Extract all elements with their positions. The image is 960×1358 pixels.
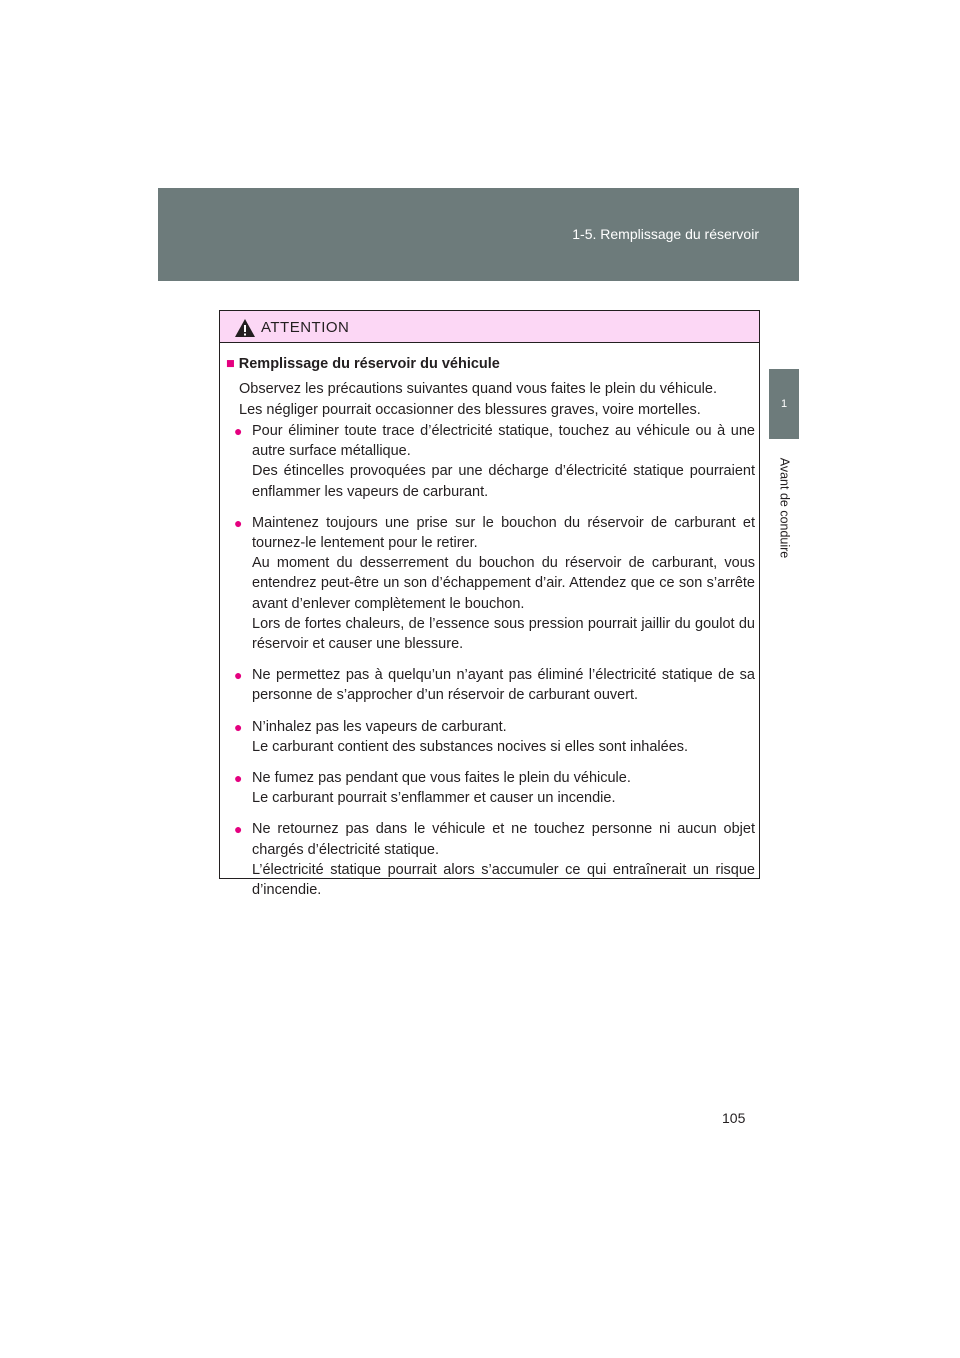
bullet-text: Ne retournez pas dans le véhicule et ne touchez personne ni aucun objet chargés d’électricité statique. <box>252 821 755 858</box>
bullet-text: Ne fumez pas pendant que vous faites le plein du véhicule. <box>252 770 631 787</box>
bullet-note: Au moment du desserrement du bouchon du réservoir de carburant, vous entendrez peut-être un son d’échappement d’air. Attendez que ce son s’arrête avant d’enlever complètement le bouchon. <box>252 555 755 612</box>
bullet-text: Pour éliminer toute trace d’électricité statique, touchez au véhicule ou à une autre surface métallique. <box>252 423 755 460</box>
page-number: 105 <box>722 1110 746 1126</box>
bullet-note: Le carburant contient des substances nocives si elles sont inhalées. <box>252 738 689 755</box>
warning-triangle-icon <box>234 318 256 338</box>
bullet-note: Le carburant pourrait s’enflammer et causer un incendie. <box>252 790 616 807</box>
bullet-text: Maintenez toujours une prise sur le bouchon du réservoir de carburant et tournez-le lentement pour le retirer. <box>252 514 755 552</box>
intro-line: Les négliger pourrait occasionner des blessures graves, voire mortelles. <box>239 402 701 418</box>
bullet-marker: ● <box>234 423 243 439</box>
header-band <box>158 188 799 281</box>
bullet-marker: ● <box>234 821 243 838</box>
chapter-tab <box>769 369 799 439</box>
bullet-note: Des étincelles provoquées par une décharge d’électricité statique pourraient enflammer les vapeurs de carburant. <box>252 463 755 500</box>
section-title-text: Remplissage du réservoir du véhicule <box>238 356 500 372</box>
section-title: 1-5. Remplissage du réservoir <box>572 226 759 242</box>
bullet-marker: ● <box>234 667 243 684</box>
warning-header <box>220 311 759 343</box>
warning-heading: ATTENTION <box>261 319 350 336</box>
section-marker: ■ <box>226 356 235 372</box>
list-item <box>234 717 755 757</box>
list-item <box>234 819 755 900</box>
intro-line: Observez les précautions suivantes quand vous faites le plein du véhicule. <box>239 381 717 397</box>
bullet-marker: ● <box>234 718 243 735</box>
bullet-note: L’électricité statique pourrait alors s’accumuler ce qui entraînerait un risque d’incendie. <box>252 861 755 899</box>
list-item <box>234 421 755 502</box>
warning-section-title <box>226 356 500 372</box>
bullet-text: N’inhalez pas les vapeurs de carburant. <box>252 718 507 735</box>
bullet-marker: ● <box>234 514 243 531</box>
bullet-text: Ne permettez pas à quelqu’un n’ayant pas éliminé l’électricité statique de sa personne de s’approcher d’un réservoir de carburant ouvert. <box>252 667 755 704</box>
bullet-note: Lors de fortes chaleurs, de l’essence sous pression pourrait jaillir du goulot du réservoir et causer une blessure. <box>252 615 755 653</box>
warning-intro <box>239 379 751 421</box>
chapter-number: 1 <box>780 398 788 410</box>
bullet-marker: ● <box>234 770 243 787</box>
list-item <box>234 768 755 808</box>
list-item <box>234 665 755 705</box>
list-item <box>234 513 755 654</box>
chapter-label: Avant de conduire <box>777 457 792 559</box>
chapter-label-container <box>769 449 799 567</box>
warning-box <box>219 310 760 899</box>
precaution-list <box>234 421 755 900</box>
